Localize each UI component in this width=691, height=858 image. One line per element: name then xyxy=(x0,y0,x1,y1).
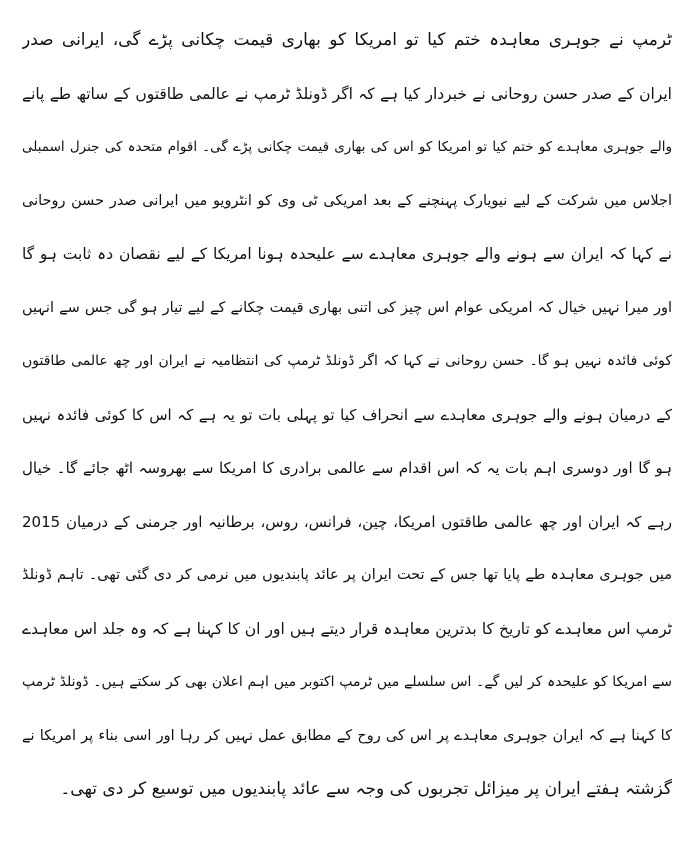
article-body xyxy=(22,14,672,817)
article-line: والے جوہری معاہدے کو ختم کیا تو امریکا کو اس کی بھاری قیمت چکانی پڑے گی۔ اقوام متحدہ کی جنرل اسمبلی xyxy=(22,139,672,155)
article-line: نے کہا کہ ایران سے ہونے والے جوہری معاہدے سے علیحدہ ہونا امریکا کے لیے نقصان دہ ثابت ہو گا xyxy=(22,245,672,263)
article-line: اجلاس میں شرکت کے لیے نیویارک پہنچنے کے بعد امریکی ٹی وی کو انٹرویو میں ایرانی صدر حسن روحانی xyxy=(22,192,672,209)
article-line: ایران کے صدر حسن روحانی نے خبردار کیا ہے کہ اگر ڈونلڈ ٹرمپ نے عالمی طاقتوں کے ساتھ طے پانے xyxy=(22,84,672,103)
article-line: اور میرا نہیں خیال کہ امریکی عوام اس چیز کی اتنی بھاری قیمت چکانے کے لیے تیار ہو گی جس سے انہیں xyxy=(22,299,672,316)
article-line: رہے کہ ایران اور چھ عالمی طاقتوں امریکا، چین، فرانس، روس، برطانیہ اور جرمنی کے درمیان 2015 xyxy=(22,512,672,531)
article-line: کے درمیان ہونے والے جوہری معاہدے سے انحراف کیا تو پہلی بات تو یہ ہے کہ اس کا کوئی فائدہ نہیں xyxy=(22,405,672,424)
article-line: میں جوہری معاہدہ طے پایا تھا جس کے تحت ایران پر عائد پابندیوں میں نرمی کر دی گئی تھی۔ تاہم ڈونلڈ xyxy=(22,567,672,583)
article-line: سے امریکا کو علیحدہ کر لیں گے۔ اس سلسلے میں ٹرمپ اکتوبر میں اہم اعلان بھی کر سکتے ہیں۔ ڈونلڈ ٹرمپ xyxy=(22,674,672,690)
article-line: ٹرمپ اس معاہدے کو تاریخ کا بدترین معاہدہ قرار دیتے ہیں اور ان کا کہنا ہے کہ وہ جلد اس معاہدے xyxy=(22,619,672,638)
article-line: ہو گا اور دوسری اہم بات یہ کہ اس اقدام سے عالمی برادری کا امریکا سے بھروسہ اٹھ جائے گا۔ خیال xyxy=(22,459,672,477)
article-line: کا کہنا ہے کہ ایران جوہری معاہدے پر اس کی روح کے مطابق عمل نہیں کر رہا اور اسی بناء پر امریکا نے xyxy=(22,727,672,744)
article-line: کوئی فائدہ نہیں ہو گا۔ حسن روحانی نے کہا کہ اگر ڈونلڈ ٹرمپ کی انتظامیہ نے ایران اور چھ عالمی طاقتوں xyxy=(22,353,672,369)
article-headline: ٹرمپ نے جوہری معاہدہ ختم کیا تو امریکا کو بھاری قیمت چکانی پڑے گی، ایرانی صدر xyxy=(22,30,672,50)
article-last-line: گزشتہ ہفتے ایران پر میزائل تجربوں کی وجہ سے عائد پابندیوں میں توسیع کر دی تھی۔ xyxy=(60,779,672,799)
